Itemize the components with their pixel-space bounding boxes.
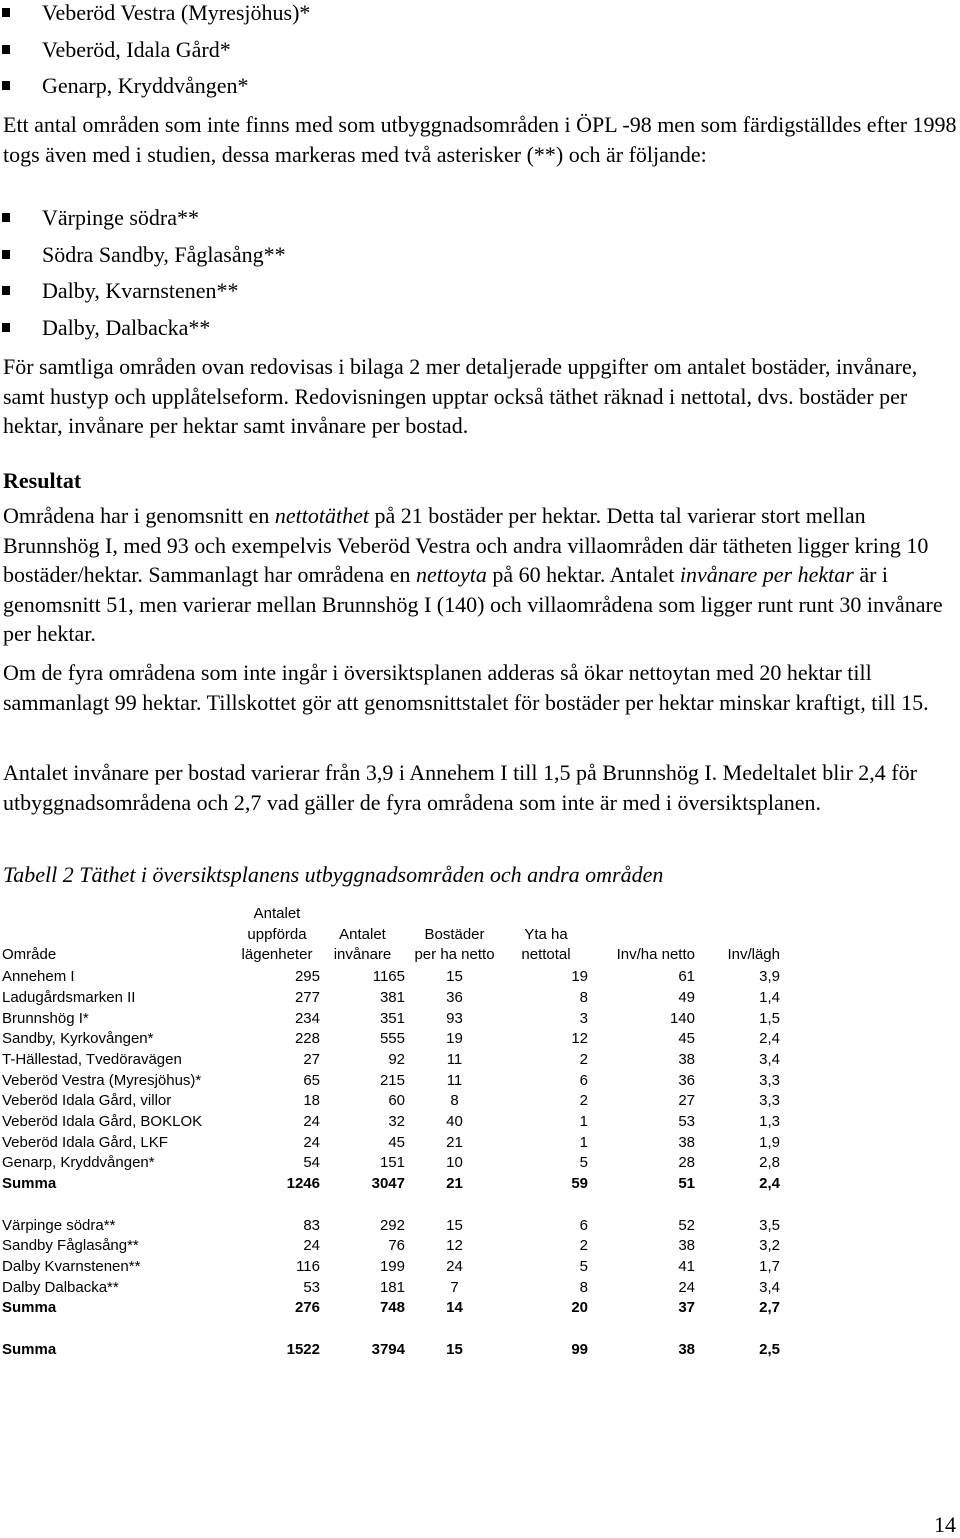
table-cell: 38: [678, 1237, 695, 1255]
table-cell: 1165: [372, 968, 405, 986]
table-cell: 2,8: [759, 1154, 780, 1172]
bullet-list-top: [0, 0, 310, 105]
density-table: [2, 904, 780, 1360]
table-cell: 2,5: [759, 1340, 780, 1358]
table-cell: 99: [571, 1340, 588, 1358]
list-item: [0, 32, 310, 69]
table-cell: 140: [669, 1009, 695, 1027]
table-cell: 83: [303, 1216, 320, 1234]
table-cell: 18: [303, 1092, 320, 1110]
table-cell: 2: [579, 1237, 588, 1255]
table-cell: 1522: [286, 1340, 320, 1358]
table-cell: 5: [579, 1154, 588, 1172]
result-emphasis: invånare per hektar: [679, 562, 854, 587]
table-cell: 3,9: [759, 968, 780, 986]
table-cell: 37: [678, 1299, 695, 1317]
square-bullet-icon: [2, 45, 10, 54]
table-cell: 24: [303, 1237, 320, 1255]
table-cell: Veberöd Idala Gård, villor: [2, 1092, 172, 1110]
table-summary-row: [2, 1298, 780, 1319]
table-cell: 3,5: [759, 1216, 780, 1234]
result-text: är i genomsnitt 51, men varierar mellan Brunnshög I (140) och villaområdena som ligger runt runt 30 invånare per hektar.: [3, 562, 943, 646]
result-text: på 60 hektar. Antalet: [486, 562, 680, 587]
table-cell: 1246: [286, 1175, 320, 1193]
table-cell: 45: [388, 1133, 405, 1151]
list-item-label: Södra Sandby, Fåglasång**: [42, 241, 286, 267]
table-cell: 11: [446, 1071, 463, 1089]
table-row: [2, 1236, 780, 1257]
table-cell: 21: [446, 1133, 463, 1151]
table-cell: 116: [296, 1257, 320, 1275]
list-item-label: Dalby, Kvarnstenen**: [42, 278, 239, 303]
table-cell: 5: [579, 1257, 588, 1275]
table-cell: 1: [579, 1133, 588, 1151]
table-cell: Veberöd Idala Gård, LKF: [2, 1133, 168, 1151]
bullet-list-second: [0, 200, 286, 346]
list-item-label: Veberöd Vestra (Myresjöhus)*: [42, 0, 311, 25]
table-row: [2, 1050, 780, 1071]
table-cell: 3,2: [759, 1237, 780, 1255]
table-cell: 2,4: [759, 1175, 780, 1193]
table-cell: 6: [579, 1071, 588, 1089]
table-cell: 20: [571, 1299, 588, 1317]
table-cell: 60: [388, 1092, 405, 1110]
table-cell: 8: [450, 1092, 459, 1110]
page-number: 14: [934, 1512, 956, 1537]
table-cell: 2,7: [759, 1299, 780, 1317]
table-cell: 36: [678, 1071, 695, 1089]
table-header-row: [2, 904, 780, 967]
square-bullet-icon: [2, 213, 10, 222]
table-cell: 351: [379, 1009, 405, 1027]
result-text: Områdena har i genomsnitt en: [3, 503, 275, 528]
table-row: [2, 1091, 780, 1112]
table-cell: 8: [579, 988, 588, 1006]
table-cell: 45: [678, 1030, 695, 1048]
table-cell: 1,4: [759, 988, 780, 1006]
column-header-lagenheter: Antalet uppförda lägenheter: [241, 905, 313, 964]
table-cell: 59: [571, 1175, 588, 1193]
table-summary-row: [2, 1174, 780, 1195]
table-cell: 3,4: [759, 1050, 780, 1068]
table-cell: 15: [446, 968, 463, 986]
table-row: [2, 1009, 780, 1030]
table-cell: Veberöd Idala Gård, BOKLOK: [2, 1113, 203, 1131]
table-cell: 295: [294, 968, 320, 986]
table-cell: 38: [678, 1340, 695, 1358]
table-cell: 12: [571, 1030, 588, 1048]
table-cell: 10: [446, 1154, 463, 1172]
table-cell: Värpinge södra**: [2, 1216, 116, 1234]
table-cell: 38: [678, 1050, 695, 1068]
table-cell: 38: [678, 1133, 695, 1151]
table-cell: 2: [579, 1092, 588, 1110]
table-cell: 3: [579, 1009, 588, 1027]
table-caption: Tabell 2 Täthet i översiktsplanens utbyggnadsområden och andra områden: [3, 862, 664, 887]
column-header-omrade: Område: [2, 946, 57, 964]
table-cell: 234: [294, 1009, 320, 1027]
list-item-label: Genarp, Kryddvången*: [42, 73, 249, 98]
table-cell: 15: [446, 1216, 463, 1234]
table-cell: 748: [379, 1299, 405, 1317]
table-cell: 92: [388, 1050, 405, 1068]
table-spacer-cell: [2, 1195, 780, 1216]
table-cell: 8: [579, 1278, 588, 1296]
table-spacer-row: [2, 1319, 780, 1340]
table-cell: 3794: [371, 1340, 405, 1358]
table-cell: Summa: [2, 1299, 57, 1317]
bostad-paragraph: Antalet invånare per bostad varierar från 3,9 i Annehem I till 1,5 på Brunnshög I. Medeltalet blir 2,4 för utbyggnadsområdena och 2,7 vad gäller de fyra områdena som inte är med i översiktsplanen.: [3, 760, 917, 815]
list-item-label: Värpinge södra**: [42, 205, 200, 230]
table-cell: 32: [388, 1113, 405, 1131]
table-cell: 61: [678, 968, 695, 986]
table-cell: 21: [446, 1175, 463, 1193]
table-row: [2, 1216, 780, 1237]
section-heading-resultat: Resultat: [3, 468, 82, 493]
table-spacer-row: [2, 1195, 780, 1216]
table-cell: 51: [678, 1175, 695, 1193]
result-emphasis: nettotäthet: [274, 503, 369, 528]
list-item-label: Dalby, Dalbacka**: [42, 314, 211, 340]
table-cell: Sandby, Kyrkovången*: [2, 1030, 154, 1048]
table-cell: 3,3: [759, 1092, 780, 1110]
table-row: [2, 1112, 780, 1133]
table-cell: 215: [379, 1071, 405, 1089]
table-cell: 3047: [371, 1175, 405, 1193]
result-text: på 21 bostäder per hektar. Detta tal varierar stort mellan Brunnshög I, med 93 och exempelvis Veberöd Vestra och andra villaområden där tätheten ligger kring 10 bostäder/hektar. Sammanlagt har områdena en: [3, 503, 929, 587]
table-spacer-cell: [2, 1319, 780, 1340]
table-cell: 2,4: [759, 1030, 780, 1048]
table-cell: 76: [388, 1237, 405, 1255]
table-cell: 151: [379, 1154, 405, 1172]
column-header-invanare: Antalet invånare: [333, 925, 392, 964]
table-cell: 41: [678, 1257, 695, 1275]
list-item: [0, 273, 286, 310]
table-cell: 381: [379, 988, 405, 1006]
table-row: [2, 1029, 780, 1050]
table-body: [2, 967, 780, 1360]
table-cell: 54: [303, 1154, 320, 1172]
table-cell: 52: [678, 1216, 695, 1234]
table-cell: 36: [446, 988, 463, 1006]
table-cell: 28: [678, 1154, 695, 1172]
table-cell: Summa: [2, 1175, 57, 1193]
fyra-paragraph: Om de fyra områdena som inte ingår i översiktsplanen adderas så ökar nettoytan med 20 hektar till sammanlagt 99 hektar. Tillskottet gör att genomsnittstalet för bostäder per hektar minskar kraftigt, till 15.: [3, 660, 929, 715]
table-cell: 292: [379, 1216, 405, 1234]
bilaga-paragraph: För samtliga områden ovan redovisas i bilaga 2 mer detaljerade uppgifter om antalet bostäder, invånare, samt hustyp och upplåtelseform. Redovisningen upptar också täthet räknad i nettotal, dvs. bostäder per hektar, invånare per hektar samt invånare per bostad.: [3, 354, 918, 438]
table-cell: 65: [303, 1071, 320, 1089]
list-item: [0, 237, 286, 274]
table-cell: 14: [446, 1299, 463, 1317]
table-cell: 40: [446, 1113, 463, 1131]
column-header-bostader-per-ha: Bostäder per ha netto: [414, 925, 495, 964]
table-cell: 6: [579, 1216, 588, 1234]
table-row: [2, 1071, 780, 1092]
table-cell: 3,4: [759, 1278, 780, 1296]
table-cell: Summa: [2, 1340, 57, 1358]
table-cell: 24: [303, 1133, 320, 1151]
table-cell: T-Hällestad, Tvedöravägen: [2, 1050, 182, 1068]
list-item: [0, 68, 310, 105]
square-bullet-icon: [2, 8, 10, 17]
list-item: [0, 310, 286, 347]
table-cell: 276: [294, 1299, 320, 1317]
table-cell: 53: [303, 1278, 320, 1296]
list-item: [0, 0, 310, 32]
table-cell: Sandby Fåglasång**: [2, 1237, 139, 1255]
table-cell: 1: [579, 1113, 588, 1131]
result-paragraph: [3, 501, 958, 649]
table-cell: 228: [294, 1030, 320, 1048]
table-cell: Ladugårdsmarken II: [2, 988, 136, 1006]
table-cell: 49: [678, 988, 695, 1006]
table-cell: 1,9: [759, 1133, 780, 1151]
table-cell: 199: [379, 1257, 405, 1275]
table-cell: 15: [446, 1340, 463, 1358]
table-row: [2, 1153, 780, 1174]
table-cell: 19: [571, 968, 588, 986]
table-cell: Annehem I: [2, 968, 75, 986]
table-row: [2, 1257, 780, 1278]
table-cell: 7: [450, 1278, 459, 1296]
square-bullet-icon: [2, 250, 10, 259]
intro-paragraph: Ett antal områden som inte finns med som utbyggnadsområden i ÖPL -98 men som färdigställdes efter 1998 togs även med i studien, dessa markeras med två asterisker (**) och är följande:: [3, 112, 957, 167]
table-row: [2, 1133, 780, 1154]
table-cell: Genarp, Kryddvången*: [2, 1154, 155, 1172]
square-bullet-icon: [2, 81, 10, 90]
table-cell: 1,3: [759, 1113, 780, 1131]
list-item: [0, 200, 286, 237]
table-cell: 555: [379, 1030, 405, 1048]
table-row: [2, 1278, 780, 1299]
table-cell: 24: [446, 1257, 463, 1275]
table-cell: 27: [678, 1092, 695, 1110]
column-header-yta: Yta ha nettotal: [521, 925, 571, 964]
table-cell: 12: [446, 1237, 463, 1255]
table-cell: 19: [446, 1030, 463, 1048]
table-cell: 24: [303, 1113, 320, 1131]
table-cell: Dalby Kvarnstenen**: [2, 1257, 141, 1275]
table-cell: 53: [678, 1113, 695, 1131]
table-cell: 93: [446, 1009, 463, 1027]
square-bullet-icon: [2, 286, 10, 295]
table-cell: 1,7: [759, 1257, 780, 1275]
result-emphasis: nettoyta: [415, 562, 487, 587]
table-cell: 181: [379, 1278, 405, 1296]
table-cell: 24: [678, 1278, 695, 1296]
column-header-inv-ha: Inv/ha netto: [616, 946, 695, 964]
table-summary-row: [2, 1340, 780, 1361]
table-cell: 11: [446, 1050, 463, 1068]
table-cell: 1,5: [759, 1009, 780, 1027]
table-cell: 3,3: [759, 1071, 780, 1089]
list-item-label: Veberöd, Idala Gård*: [42, 36, 231, 62]
square-bullet-icon: [2, 323, 10, 332]
table-cell: Veberöd Vestra (Myresjöhus)*: [2, 1071, 202, 1089]
table-cell: Brunnshög I*: [2, 1009, 89, 1027]
table-row: [2, 967, 780, 988]
column-header-inv-lagh: Inv/lägh: [727, 946, 780, 964]
table-row: [2, 988, 780, 1009]
table-cell: 277: [294, 988, 320, 1006]
table-cell: 2: [579, 1050, 588, 1068]
table-cell: Dalby Dalbacka**: [2, 1278, 119, 1296]
table-cell: 27: [303, 1050, 320, 1068]
